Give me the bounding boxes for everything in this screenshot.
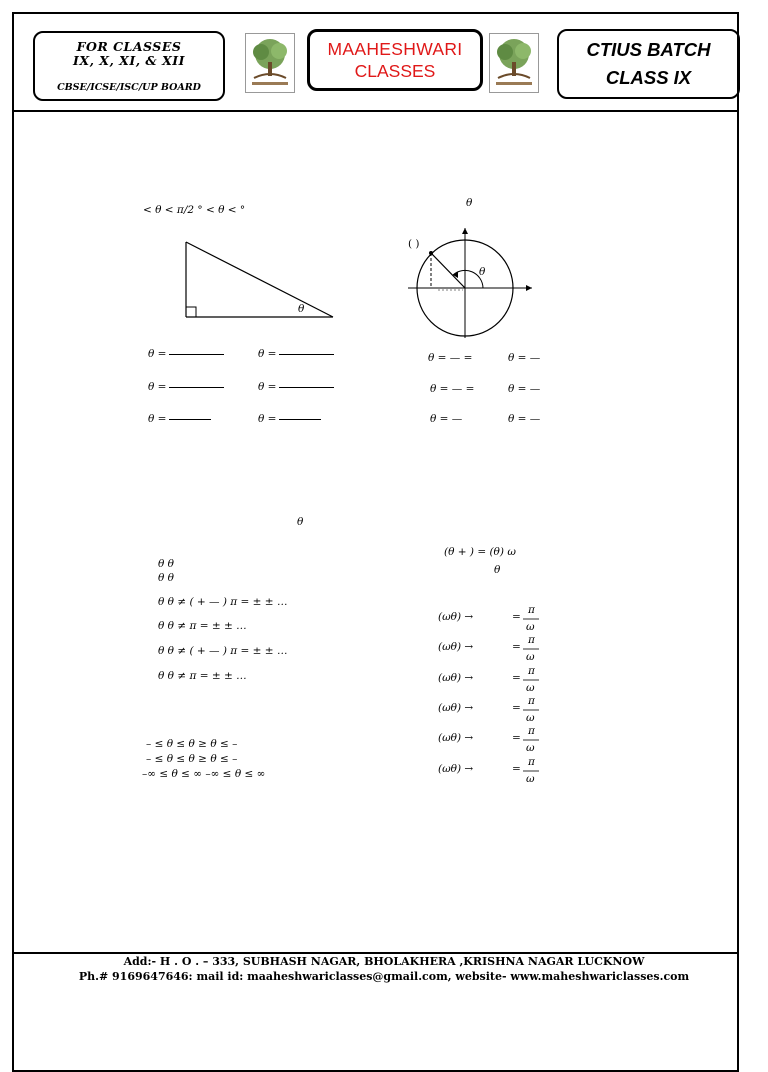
- period-row-1: (ωθ) →: [438, 611, 474, 623]
- period-row-5: (ωθ) →: [438, 732, 474, 744]
- ratio-equation: θ =: [148, 381, 167, 393]
- frac-eq-3: =: [512, 672, 521, 684]
- domain-row-1: θ θ: [158, 558, 174, 570]
- range-row-3: –∞ ≤ θ ≤ ∞ –∞ ≤ θ ≤ ∞: [142, 768, 266, 780]
- circle-eq-3-right: θ = —: [508, 413, 541, 425]
- period-definition: (θ + ) = (θ) ω: [444, 546, 516, 558]
- batch-line-2: CLASS IX: [605, 67, 692, 88]
- period-row-4: (ωθ) →: [438, 702, 474, 714]
- domain-row-5: θ θ ≠ ( + — ) π = ± ± …: [158, 645, 288, 657]
- boards-line: CBSE/ICSE/ISC/UP BOARD: [57, 82, 201, 93]
- circle-eq-1-right: θ = —: [508, 352, 541, 364]
- batch-line-1: CTIUS BATCH: [586, 39, 711, 60]
- circle-eq-3-left: θ = —: [430, 413, 463, 425]
- circle-point-label: ( ): [408, 238, 420, 250]
- frac-den-6: ω: [526, 773, 535, 785]
- circle-theta-label: θ: [466, 197, 473, 209]
- domain-row-6: θ θ ≠ π = ± ± …: [158, 670, 247, 682]
- footer-contact: Ph.# 9169647646: mail id: maaheshwariclasses@gmail.com, website- www.maheshwariclasses.com: [78, 970, 690, 983]
- ratio-equation: θ =: [258, 413, 277, 425]
- frac-den-5: ω: [526, 742, 535, 754]
- circle-eq-2-right: θ = —: [508, 383, 541, 395]
- frac-den-3: ω: [526, 682, 535, 694]
- ratio-equation: θ =: [148, 413, 167, 425]
- period-row-6: (ωθ) →: [438, 763, 474, 775]
- period-theta-label: θ: [494, 564, 501, 576]
- frac-den-4: ω: [526, 712, 535, 724]
- brand-name-line-1: MAAHESHWARI: [327, 39, 463, 59]
- domain-row-2: θ θ: [158, 572, 174, 584]
- ratio-equation: θ =: [258, 381, 277, 393]
- frac-den-2: ω: [526, 651, 535, 663]
- frac-eq-2: =: [512, 641, 521, 653]
- ratio-equation: θ =: [148, 348, 167, 360]
- circle-eq-2-left: θ = — =: [430, 383, 475, 395]
- footer-address: Add:- H . O . – 333, SUBHASH NAGAR, BHOLAKHERA ,KRISHNA NAGAR LUCKNOW: [123, 955, 645, 968]
- range-row-1: – ≤ θ ≤ θ ≥ θ ≤ –: [146, 738, 238, 750]
- frac-num-3: π: [528, 665, 535, 677]
- frac-num-2: π: [528, 634, 535, 646]
- period-row-2: (ωθ) →: [438, 641, 474, 653]
- domain-row-4: θ θ ≠ π = ± ± …: [158, 620, 247, 632]
- range-row-2: – ≤ θ ≤ θ ≥ θ ≤ –: [146, 753, 238, 765]
- period-row-3: (ωθ) →: [438, 672, 474, 684]
- frac-eq-1: =: [512, 611, 521, 623]
- frac-eq-4: =: [512, 702, 521, 714]
- brand-name-line-2: CLASSES: [354, 61, 436, 81]
- frac-num-5: π: [528, 725, 535, 737]
- angle-range-text: < θ < π/2 ° < θ < °: [143, 204, 246, 216]
- circle-angle-label: θ: [479, 266, 486, 278]
- frac-num-1: π: [528, 604, 535, 616]
- frac-num-4: π: [528, 695, 535, 707]
- frac-den-1: ω: [526, 621, 535, 633]
- frac-num-6: π: [528, 756, 535, 768]
- frac-eq-6: =: [512, 763, 521, 775]
- circle-eq-1-left: θ = — =: [428, 352, 473, 364]
- classes-line-2: IX, X, XI, & XII: [73, 53, 185, 68]
- classes-line-1: FOR CLASSES: [76, 39, 182, 54]
- ratio-equation: θ =: [258, 348, 277, 360]
- frac-eq-5: =: [512, 732, 521, 744]
- triangle-angle-label: θ: [298, 303, 305, 315]
- section-theta-label: θ: [297, 516, 304, 528]
- domain-row-3: θ θ ≠ ( + — ) π = ± ± …: [158, 596, 288, 608]
